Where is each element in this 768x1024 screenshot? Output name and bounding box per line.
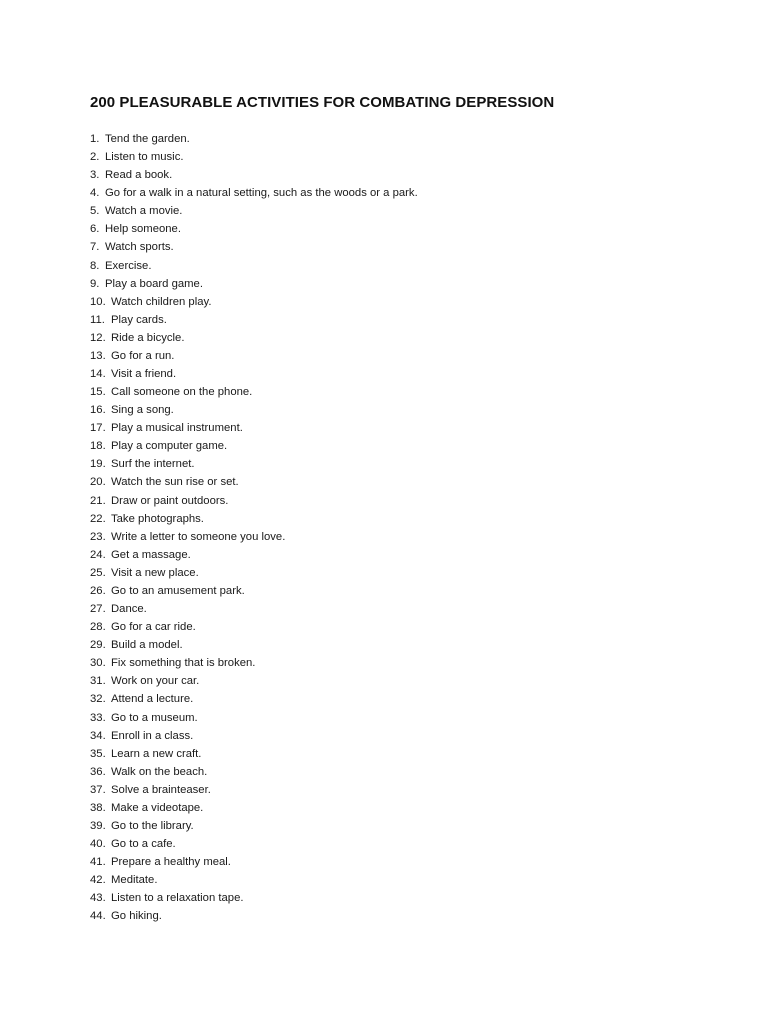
list-item-number: 27.: [90, 603, 106, 616]
list-item-number: 22.: [90, 512, 106, 525]
list-item: [90, 419, 418, 437]
list-item-number: 6.: [90, 223, 100, 236]
list-item: [90, 293, 418, 311]
list-item: [90, 727, 418, 745]
list-item-number: 13.: [90, 349, 106, 362]
list-item-number: 1.: [90, 133, 100, 145]
list-item-text: Work on your car.: [111, 675, 200, 688]
list-item-text: Surf the internet.: [111, 458, 195, 471]
list-item-number: 15.: [90, 386, 106, 399]
list-item-number: 38.: [90, 801, 106, 814]
list-item-number: 23.: [90, 530, 106, 543]
list-item-number: 4.: [90, 187, 100, 200]
list-item-text: Sing a song.: [111, 404, 174, 417]
list-item: [90, 238, 418, 256]
list-item-text: Prepare a healthy meal.: [111, 856, 231, 869]
list-item-number: 24.: [90, 548, 106, 561]
document-title: 200 PLEASURABLE ACTIVITIES FOR COMBATING DEPRESSION: [90, 94, 555, 111]
list-item: [90, 184, 418, 202]
list-item-number: 16.: [90, 404, 106, 417]
list-item-text: Fix something that is broken.: [111, 657, 256, 670]
list-item: [90, 672, 418, 690]
list-item-text: Meditate.: [111, 874, 158, 887]
list-item-text: Watch sports.: [105, 241, 174, 254]
list-item-text: Go to a museum.: [111, 711, 198, 724]
list-item: [90, 473, 418, 491]
list-item-text: Play cards.: [111, 313, 167, 326]
list-item: [90, 835, 418, 853]
list-item: [90, 275, 418, 293]
list-item-number: 41.: [90, 856, 106, 869]
list-item-number: 10.: [90, 295, 106, 308]
list-item-number: 39.: [90, 819, 106, 832]
list-item-text: Play a board game.: [105, 277, 203, 290]
list-item: [90, 202, 418, 220]
list-item-number: 36.: [90, 765, 106, 778]
list-item-text: Take photographs.: [111, 512, 204, 525]
list-item-text: Watch children play.: [111, 295, 212, 308]
list-item: [90, 600, 418, 618]
list-item-text: Go hiking.: [111, 910, 162, 923]
list-item: [90, 401, 418, 419]
list-item-text: Go for a walk in a natural setting, such as the woods or a park.: [105, 187, 418, 200]
list-item-number: 5.: [90, 205, 100, 218]
list-item-number: 17.: [90, 422, 106, 435]
list-item-number: 25.: [90, 566, 106, 579]
list-item: [90, 709, 418, 727]
list-item-number: 28.: [90, 621, 106, 634]
list-item: [90, 817, 418, 835]
list-item-text: Go for a run.: [111, 349, 175, 362]
list-item: [90, 329, 418, 347]
list-item: [90, 347, 418, 365]
list-item: [90, 781, 418, 799]
list-item: [90, 763, 418, 781]
list-item-number: 31.: [90, 675, 106, 688]
list-item-text: Go to an amusement park.: [111, 584, 245, 597]
list-item-text: Go to a cafe.: [111, 838, 176, 851]
list-item: [90, 907, 418, 925]
list-item-number: 32.: [90, 693, 106, 706]
list-item-number: 37.: [90, 783, 106, 796]
list-item-number: 20.: [90, 476, 106, 489]
list-item-number: 34.: [90, 729, 106, 742]
list-item-text: Solve a brainteaser.: [111, 783, 211, 796]
list-item-text: Visit a friend.: [111, 368, 177, 381]
activity-list: [90, 130, 418, 925]
list-item-number: 21.: [90, 494, 106, 507]
list-item-number: 42.: [90, 874, 106, 887]
list-item-text: Exercise.: [105, 259, 152, 272]
list-item: [90, 492, 418, 510]
list-item-text: Get a massage.: [111, 548, 191, 561]
list-item: [90, 582, 418, 600]
list-item-text: Walk on the beach.: [111, 765, 208, 778]
list-item-text: Write a letter to someone you love.: [111, 530, 286, 543]
list-item: [90, 383, 418, 401]
list-item: [90, 690, 418, 708]
list-item-text: Play a musical instrument.: [111, 422, 243, 435]
list-item-text: Watch a movie.: [105, 205, 183, 218]
list-item: [90, 257, 418, 275]
list-item-text: Draw or paint outdoors.: [111, 494, 229, 507]
list-item: [90, 220, 418, 238]
list-item-text: Go for a car ride.: [111, 621, 196, 634]
list-item: [90, 148, 418, 166]
list-item: [90, 636, 418, 654]
list-item-number: 33.: [90, 711, 106, 724]
list-item-number: 2.: [90, 151, 100, 164]
list-item-text: Play a computer game.: [111, 440, 228, 453]
list-item: [90, 889, 418, 907]
list-item-text: Call someone on the phone.: [111, 386, 253, 399]
list-item-number: 40.: [90, 838, 106, 851]
list-item-text: Tend the garden.: [105, 133, 190, 145]
list-item-number: 44.: [90, 910, 106, 923]
list-item-text: Listen to music.: [105, 151, 184, 164]
list-item-number: 14.: [90, 368, 106, 381]
list-item-number: 43.: [90, 892, 106, 905]
list-item-number: 8.: [90, 259, 100, 272]
list-item-text: Make a videotape.: [111, 801, 204, 814]
list-item: [90, 546, 418, 564]
list-item-number: 29.: [90, 639, 106, 652]
list-item: [90, 871, 418, 889]
list-item: [90, 130, 418, 148]
list-item: [90, 311, 418, 329]
list-item: [90, 564, 418, 582]
list-item-text: Ride a bicycle.: [111, 331, 185, 344]
list-item-number: 3.: [90, 169, 100, 182]
list-item-number: 30.: [90, 657, 106, 670]
list-item-number: 26.: [90, 584, 106, 597]
list-item-text: Listen to a relaxation tape.: [111, 892, 244, 905]
list-item-text: Attend a lecture.: [111, 693, 194, 706]
list-item-number: 12.: [90, 331, 106, 344]
list-item: [90, 528, 418, 546]
list-item: [90, 510, 418, 528]
list-item-text: Build a model.: [111, 639, 183, 652]
list-item-number: 19.: [90, 458, 106, 471]
list-item: [90, 799, 418, 817]
list-item-text: Read a book.: [105, 169, 173, 182]
list-item-number: 9.: [90, 277, 100, 290]
list-item-text: Help someone.: [105, 223, 181, 236]
list-item-text: Watch the sun rise or set.: [111, 476, 239, 489]
list-item-text: Enroll in a class.: [111, 729, 194, 742]
list-item: [90, 166, 418, 184]
list-item: [90, 455, 418, 473]
list-item-text: Learn a new craft.: [111, 747, 202, 760]
list-item-number: 35.: [90, 747, 106, 760]
list-item-text: Visit a new place.: [111, 566, 199, 579]
list-item-number: 11.: [90, 313, 105, 326]
list-item-text: Go to the library.: [111, 819, 194, 832]
list-item: [90, 853, 418, 871]
list-item: [90, 365, 418, 383]
list-item: [90, 745, 418, 763]
list-item: [90, 437, 418, 455]
list-item: [90, 618, 418, 636]
list-item-number: 18.: [90, 440, 106, 453]
list-item-text: Dance.: [111, 603, 147, 616]
list-item: [90, 654, 418, 672]
list-item-number: 7.: [90, 241, 100, 254]
